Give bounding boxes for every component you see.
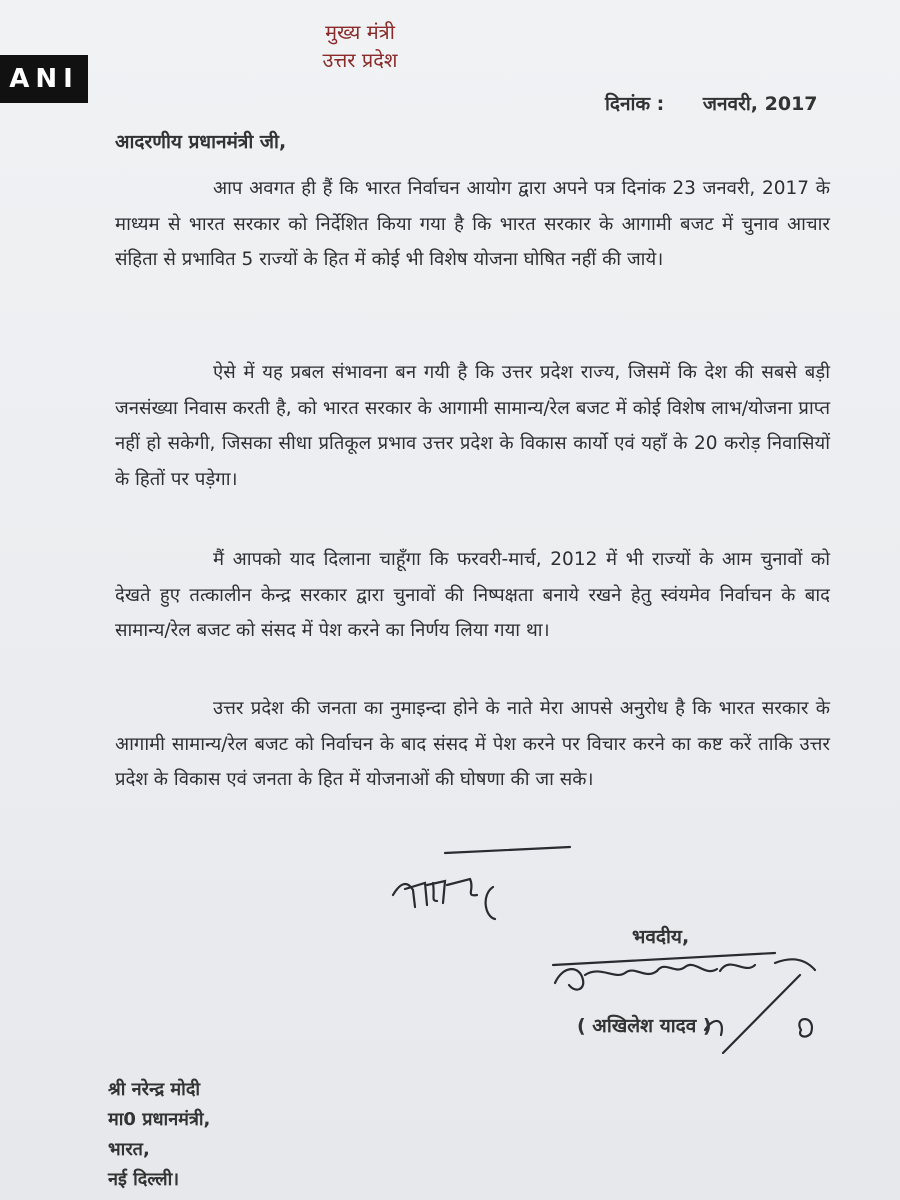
body-paragraph-3: मैं आपको याद दिलाना चाहूँगा कि फरवरी-मार्च, 2012 में भी राज्यों के आम चुनावों को देखते हुए तत्कालीन केन्द्र सरकार द्वारा चुनावों की निष्पक्षता बनाये रखने हेतु स्वंयमेव निर्वाचन के बाद सामान्य/रेल बजट को संसद में पेश करने का निर्णय लिया गया था।	[115, 549, 830, 641]
letterhead	[300, 18, 420, 74]
recipient-line: मा0 प्रधानमंत्री,	[108, 1109, 211, 1130]
salutation: आदरणीय प्रधानमंत्री जी,	[115, 131, 287, 153]
recipient-line: नई दिल्ली।	[108, 1169, 180, 1190]
body-paragraph-1: आप अवगत ही हैं कि भारत निर्वाचन आयोग द्वारा अपने पत्र दिनांक 23 जनवरी, 2017 के माध्यम से भारत सरकार को निर्देशित किया गया है कि भारत सरकार के आगामी बजट में चुनाव आचार संहिता से प्रभावित 5 राज्यों के हित में कोई भी विशेष योजना घोषित नहीं की जाये।	[115, 178, 830, 270]
ani-watermark: ANI	[0, 55, 88, 103]
recipient-address	[108, 1075, 210, 1195]
recipient-line: श्री नरेन्द्र मोदी	[108, 1079, 201, 1100]
main-signature	[545, 935, 835, 1065]
date-value: जनवरी, 2017	[702, 93, 818, 115]
closing: भवदीय,	[632, 926, 690, 948]
letterhead-title: मुख्य मंत्री	[325, 20, 395, 44]
body-paragraph-2: ऐसे में यह प्रबल संभावना बन गयी है कि उत्तर प्रदेश राज्य, जिसमें कि देश की सबसे बड़ी जनसंख्या निवास करती है, को भारत सरकार के आगामी सामान्य/रेल बजट में कोई विशेष लाभ/योजना प्राप्त नहीं हो सकेगी, जिसका सीधा प्रतिकूल प्रभाव उत्तर प्रदेश के विकास कार्यो एवं यहाँ के 20 करोड़ निवासियों के हितों पर पड़ेगा।	[115, 362, 830, 490]
signatory-name: ( अखिलेश यादव )	[577, 1015, 712, 1037]
body-paragraph-4: उत्तर प्रदेश की जनता का नुमाइन्दा होने के नाते मेरा आपसे अनुरोध है कि भारत सरकार के आगामी सामान्य/रेल बजट को निर्वाचन के बाद संसद में पेश करने पर विचार करने का कष्ट करें ताकि उत्तर प्रदेश के विकास एवं जनता के हित में योजनाओं की घोषणा की जा सके।	[115, 698, 830, 790]
date-label: दिनांक :	[605, 93, 665, 115]
initials-signature	[385, 845, 575, 935]
letter-date	[605, 90, 818, 116]
recipient-line: भारत,	[108, 1139, 150, 1160]
letterhead-subtitle: उत्तर प्रदेश	[322, 48, 398, 72]
